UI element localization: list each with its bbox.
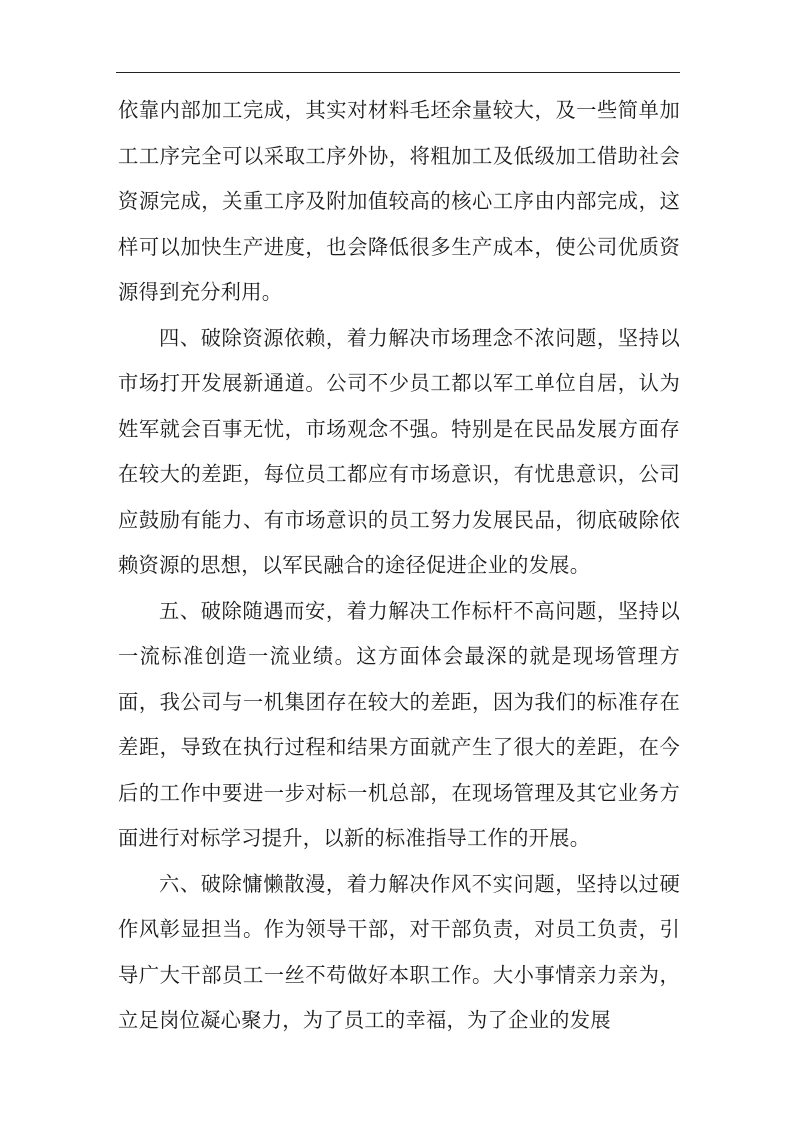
paragraph-section-five: 五、破除随遇而安，着力解决工作标杆不高问题，坚持以一流标准创造一流业绩。这方面体会最深的就是现场管理方面，我公司与一机集团存在较大的差距，因为我们的标准存在差距，导致在执行过程和结果方面就产生了很大的差距，在今后的工作中要进一步对标一机总部，在现场管理及其它业务方面进行对标学习提升，以新的标准指导工作的开展。 [118, 598, 680, 850]
document-body [118, 88, 680, 1044]
header-rule [116, 72, 680, 73]
paragraph-section-four: 四、破除资源依赖，着力解决市场理念不浓问题，坚持以市场打开发展新通道。公司不少员工都以军工单位自居，认为姓军就会百事无忧，市场观念不强。特别是在民品发展方面存在较大的差距，每位员工都应有市场意识，有忧患意识，公司应鼓励有能力、有市场意识的员工努力发展民品，彻底破除依赖资源的思想，以军民融合的途径促进企业的发展。 [118, 325, 680, 577]
paragraph-section-six: 六、破除慵懒散漫，着力解决作风不实问题，坚持以过硬作风彰显担当。作为领导干部，对干部负责，对员工负责，引导广大干部员工一丝不苟做好本职工作。大小事情亲力亲为，立足岗位凝心聚力，为了员工的幸福，为了企业的发展 [118, 871, 680, 1032]
paragraph-continuation: 依靠内部加工完成，其实对材料毛坯余量较大，及一些简单加工工序完全可以采取工序外协，将粗加工及低级加工借助社会资源完成，关重工序及附加值较高的核心工序由内部完成，这样可以加快生产进度，也会降低很多生产成本，使公司优质资源得到充分利用。 [118, 98, 680, 304]
